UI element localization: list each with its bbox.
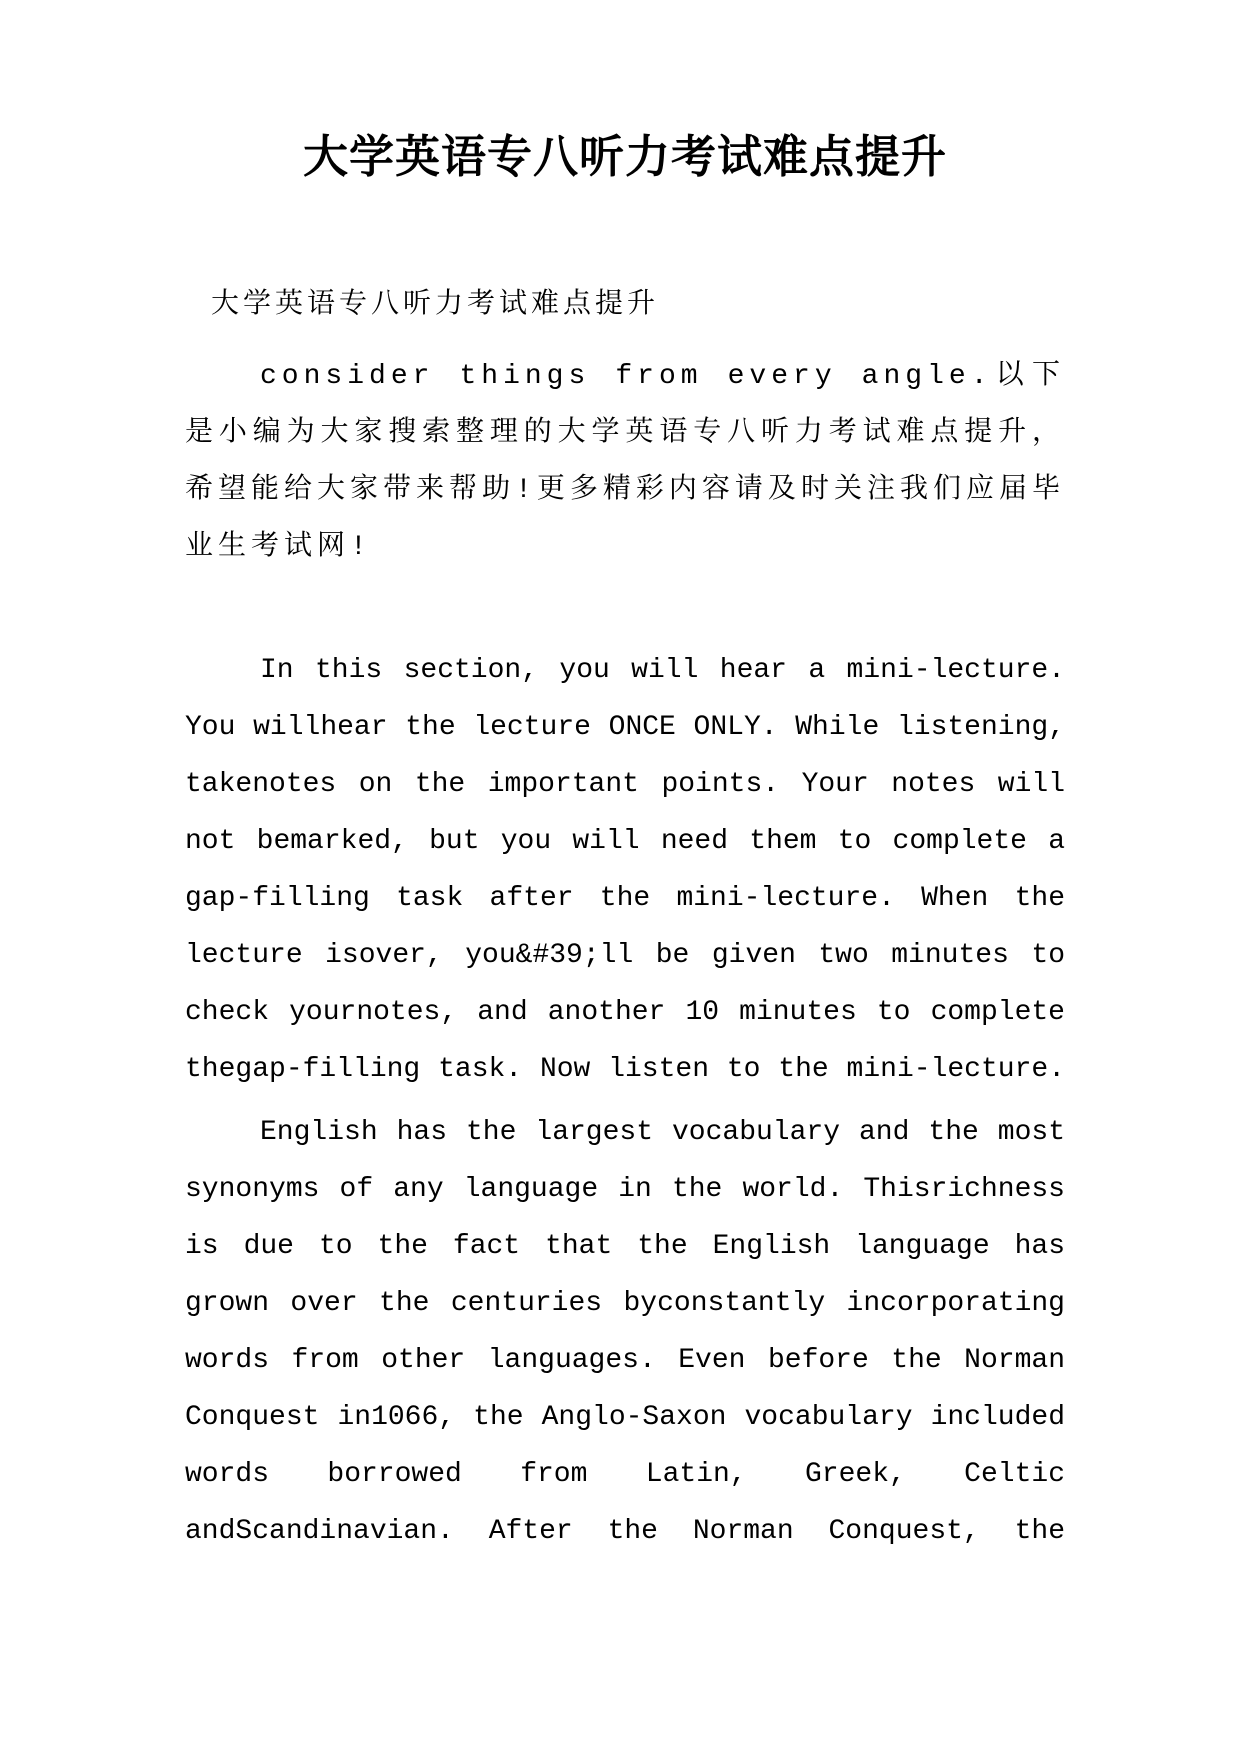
paragraph-lecture-body: English has the largest vocabulary and the most synonyms of any language in the world. Thisrichness is due to the fact that the English language has grown over the centuries byconstantly incorporating words from other languages. Even before the Norman Conquest in1066, the Anglo-Saxon vocabulary included words borrowed from Latin, Greek, Celtic andScandinavian. After the Norman Conquest, the <box>185 1117 1065 1547</box>
subheading: 大学英语专八听力考试难点提升 <box>211 290 660 321</box>
document-title: 大学英语专八听力考试难点提升 <box>302 135 947 186</box>
paragraph-lecture-instructions: In this section, you will hear a mini-lecture. You willhear the lecture ONCE ONLY. While listening, takenotes on the important points. Your notes will not bemarked, but you will need them to complete a gap-filling task after the mini-lecture. When the lecture isover, you&#39;ll be given two minutes to check yournotes, and another 10 minutes to complete thegap-filling task. Now listen to the mini-lecture. <box>185 655 1065 1085</box>
paragraph-chinese-intro: consider things from every angle.以下是小编为大家搜索整理的大学英语专八听力考试难点提升，希望能给大家带来帮助!更多精彩内容请及时关注我们应届毕业生考试网! <box>185 361 1065 563</box>
